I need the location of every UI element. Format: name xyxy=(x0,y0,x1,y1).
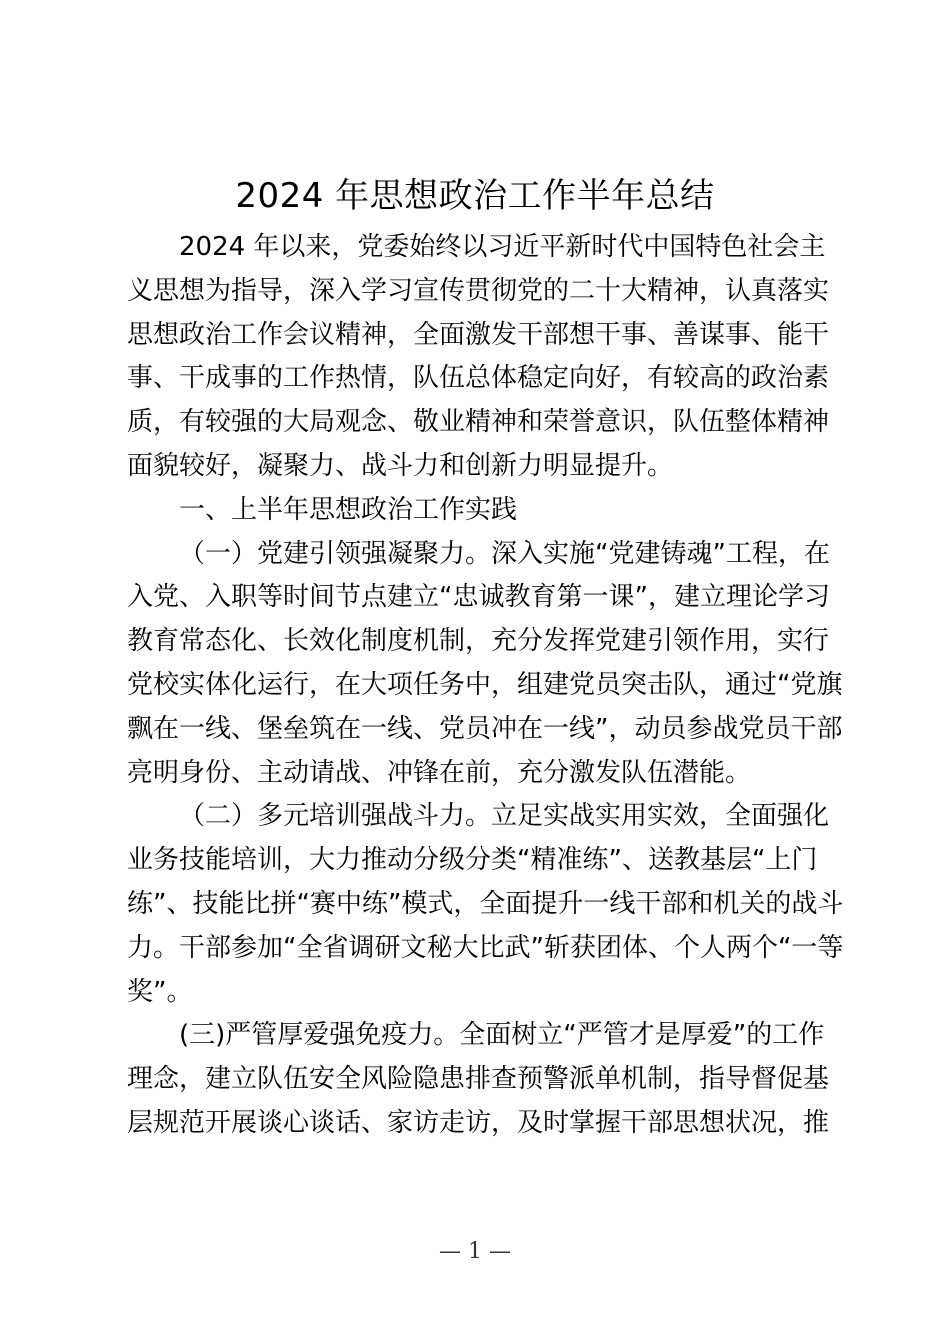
paragraph-line: 层规范开展谈心谈话、家访走访，及时掌握干部思想状况，推 xyxy=(127,1107,830,1138)
document-title: 2024 年思想政治工作半年总结 xyxy=(235,176,715,216)
section-heading: 一、上半年思想政治工作实践 xyxy=(179,494,518,525)
paragraph-line: 理念，建立队伍安全风险隐患排查预警派单机制，指导督促基 xyxy=(127,1064,830,1095)
paragraph-line: 飘在一线、堡垒筑在一线、党员冲在一线”，动员参战党员干部 xyxy=(127,713,843,744)
page-number: — 1 — xyxy=(439,1239,511,1264)
paragraph-line: 亮明身份、主动请战、冲锋在前，充分激发队伍潜能。 xyxy=(127,757,752,788)
paragraph-line: 思想政治工作会议精神，全面激发干部想干事、善谋事、能干 xyxy=(127,319,830,350)
paragraph-line: 事、干成事的工作热情，队伍总体稳定向好，有较高的政治素 xyxy=(127,363,830,394)
paragraph-line: 练”、技能比拼“赛中练”模式，全面提升一线干部和机关的战斗 xyxy=(127,888,844,919)
paragraph-line: 教育常态化、长效化制度机制，充分发挥党建引领作用，实行 xyxy=(127,626,830,657)
paragraph-line: 业务技能培训，大力推动分级分类“精准练”、送教基层“上门 xyxy=(127,845,818,876)
paragraph-line: 面貌较好，凝聚力、战斗力和创新力明显提升。 xyxy=(127,450,674,481)
paragraph-line: 质，有较强的大局观念、敬业精神和荣誉意识，队伍整体精神 xyxy=(127,407,830,438)
paragraph-line: 奖”。 xyxy=(127,976,193,1007)
document-body xyxy=(127,226,844,1146)
paragraph-line: 力。干部参加“全省调研文秘大比武”斩获团体、个人两个“一等 xyxy=(127,932,844,963)
paragraph-line: 义思想为指导，深入学习宣传贯彻党的二十大精神，认真落实 xyxy=(127,275,830,306)
paragraph-line: （二）多元培训强战斗力。立足实战实用实效，全面强化 xyxy=(179,801,830,832)
paragraph-line: 入党、入职等时间节点建立“忠诚教育第一课”，建立理论学习 xyxy=(127,582,830,613)
paragraph-line: 2024 年以来，党委始终以习近平新时代中国特色社会主 xyxy=(179,232,826,262)
paragraph-line: (三)严管厚爱强免疫力。全面树立“严管才是厚爱”的工作 xyxy=(179,1020,825,1051)
paragraph-line: （一）党建引领强凝聚力。深入实施“党建铸魂”工程，在 xyxy=(179,538,830,569)
paragraph-line: 党校实体化运行，在大项任务中，组建党员突击队，通过“党旗 xyxy=(127,669,843,700)
